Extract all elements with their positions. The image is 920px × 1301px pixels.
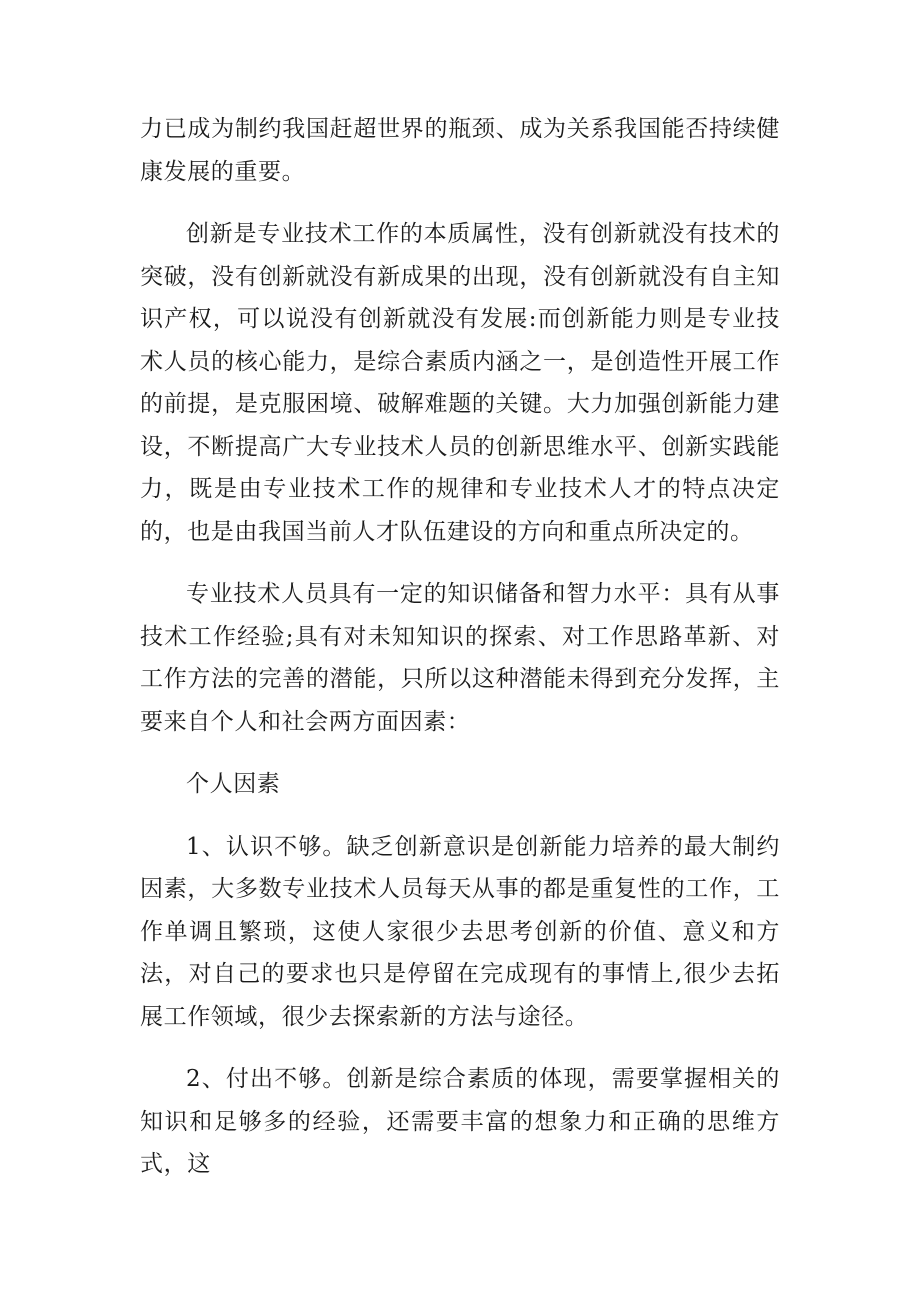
paragraph-continuation: 力已成为制约我国赶超世界的瓶颈、成为关系我国能否持续健康发展的重要。 <box>140 116 780 185</box>
paragraph-personnel-potential: 专业技术人员具有一定的知识储备和智力水平：具有从事技术工作经验;具有对未知知识的探索、对工作思路革新、对工作方法的完善的潜能，只所以这种潜能未得到充分发挥，主要来自个人和社会两方面因素： <box>140 581 780 735</box>
paragraph-point-1: 1、认识不够。缺乏创新意识是创新能力培养的最大制约因素，大多数专业技术人员每天从事的都是重复性的工作，工作单调且繁琐，这使人家很少去思考创新的价值、意义和方法，对自己的要求也只是停留在完成现有的事情上,很少去拓展工作领域，很少去探索新的方法与途径。 <box>140 833 780 1030</box>
paragraph-point-2: 2、付出不够。创新是综合素质的体现，需要掌握相关的知识和足够多的经验，还需要丰富的想象力和正确的思维方式，这 <box>140 1066 780 1177</box>
section-heading-personal-factors: 个人因素 <box>186 771 281 797</box>
paragraph-innovation-nature: 创新是专业技术工作的本质属性，没有创新就没有技术的突破，没有创新就没有新成果的出现，没有创新就没有自主知识产权，可以说没有创新就没有发展:而创新能力则是专业技术人员的核心能力，是综合素质内涵之一，是创造性开展工作的前提，是克服困境、破解难题的关键。大力加强创新能力建设，不断提高广大专业技术人员的创新思维水平、创新实践能力，既是由专业技术工作的规律和专业技术人才的特点决定的，也是由我国当前人才队伍建设的方向和重点所决定的。 <box>140 221 780 545</box>
document-body <box>140 108 780 1206</box>
